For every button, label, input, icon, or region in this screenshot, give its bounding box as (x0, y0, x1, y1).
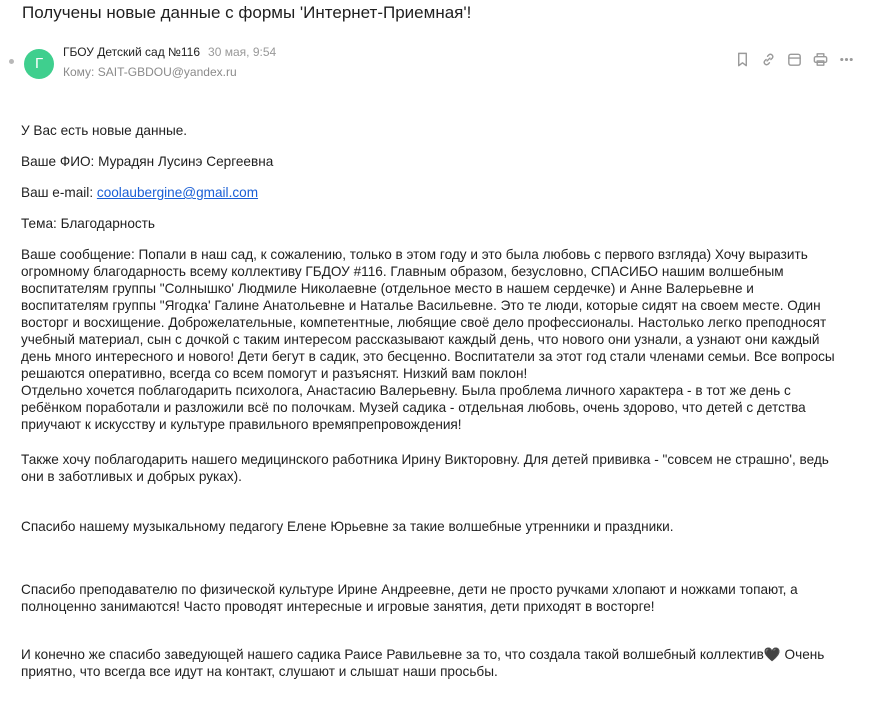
calendar-icon[interactable] (784, 49, 804, 69)
sender-avatar[interactable]: Г (24, 49, 54, 79)
message-psychologist: Отдельно хочется поблагодарить психолога, Анастасию Валерьевну. Была проблема личного характера - в тот же день с ребёнком поработали и разложили всё по полочкам. Музей садика - отдельная любовь, очень здорово, что детей с детства приучают к искусству и культуре правильного времяпрепровождения! (21, 383, 806, 432)
message-head: И конечно же спасибо заведующей нашего садика Раисе Равильевне за то, что создала такой волшебный коллектив🖤 Очень приятно, что всегда все идут на контакт, слушают и слышат наши просьбы. (21, 647, 825, 679)
fio-value: Мурадян Лусинэ Сергеевна (98, 154, 274, 169)
bookmark-icon[interactable] (732, 49, 752, 69)
message-music: Спасибо нашему музыкальному педагогу Елене Юрьевне за такие волшебные утренники и праздники. (21, 519, 674, 534)
email-date: 30 мая, 9:54 (208, 45, 277, 59)
sender-name[interactable]: ГБОУ Детский сад №116 (63, 45, 201, 59)
email-body (21, 116, 843, 680)
message-medic: Также хочу поблагодарить нашего медицинского работника Ирину Викторовну. Для детей прививка - "совсем не страшно', ведь они в заботливых и добрых руках). (21, 452, 829, 484)
to-label: Кому: (63, 65, 95, 79)
more-icon[interactable] (836, 49, 856, 69)
print-icon[interactable] (810, 49, 830, 69)
topic-label: Тема: (21, 216, 57, 231)
intro-text: У Вас есть новые данные. (21, 123, 188, 138)
fio-label: Ваше ФИО: (21, 154, 95, 169)
email-toolbar (732, 49, 856, 69)
topic-value: Благодарность (60, 216, 155, 231)
email-label: Ваш e-mail: (21, 185, 94, 200)
recipient-address[interactable]: SAIT-GBDOU@yandex.ru (97, 65, 237, 79)
message-main: Ваше сообщение: Попали в наш сад, к сожалению, только в этом году и это была любовь с первого взгляда) Хочу выразить огромному благодарность всему коллективу ГБДОУ #116. Главным образом, безусловно, СПАСИБО нашим волшебным воспитателям группы "Солнышко' Людмиле Николаевне (отдельное место в нашем сердечке) и Анне Валерьевне и воспитателям группы "Ягодка' Галине Анатольевне и Наталье Васильевне. Это те люди, которые сидят на своем месте. Один восторг и восхищение. Доброжелательные, компетентные, любящие своё дело профессионалы. Настолько легко преподносят учебный материал, сын с дочкой с таким интересом рассказывают каждый день, что нового они узнали, а узнают они каждый день много интересного и нового! Дети бегут в садик, это бесценно. Воспитатели за этот год стали членами семьи. Все вопросы решаются оперативно, всегда со всем помогут и разъяснят. Низкий вам поклон! (21, 247, 835, 381)
unread-indicator[interactable] (9, 59, 14, 64)
topic-line (21, 215, 843, 232)
fio-line (21, 153, 843, 170)
sender-line (63, 45, 276, 59)
email-line (21, 184, 843, 201)
email-link[interactable]: coolaubergine@gmail.com (96, 185, 259, 200)
recipient-line (63, 65, 237, 79)
message-sport: Спасибо преподавателю по физической культуре Ирине Андреевне, дети не просто ручками хлопают и ножками топают, а полноценно занимаются! Часто проводят интересные и игровые занятия, дети приходят в восторге! (21, 582, 798, 614)
link-icon[interactable] (758, 49, 778, 69)
email-subject: Получены новые данные с формы 'Интернет-Приемная'! (22, 3, 472, 22)
